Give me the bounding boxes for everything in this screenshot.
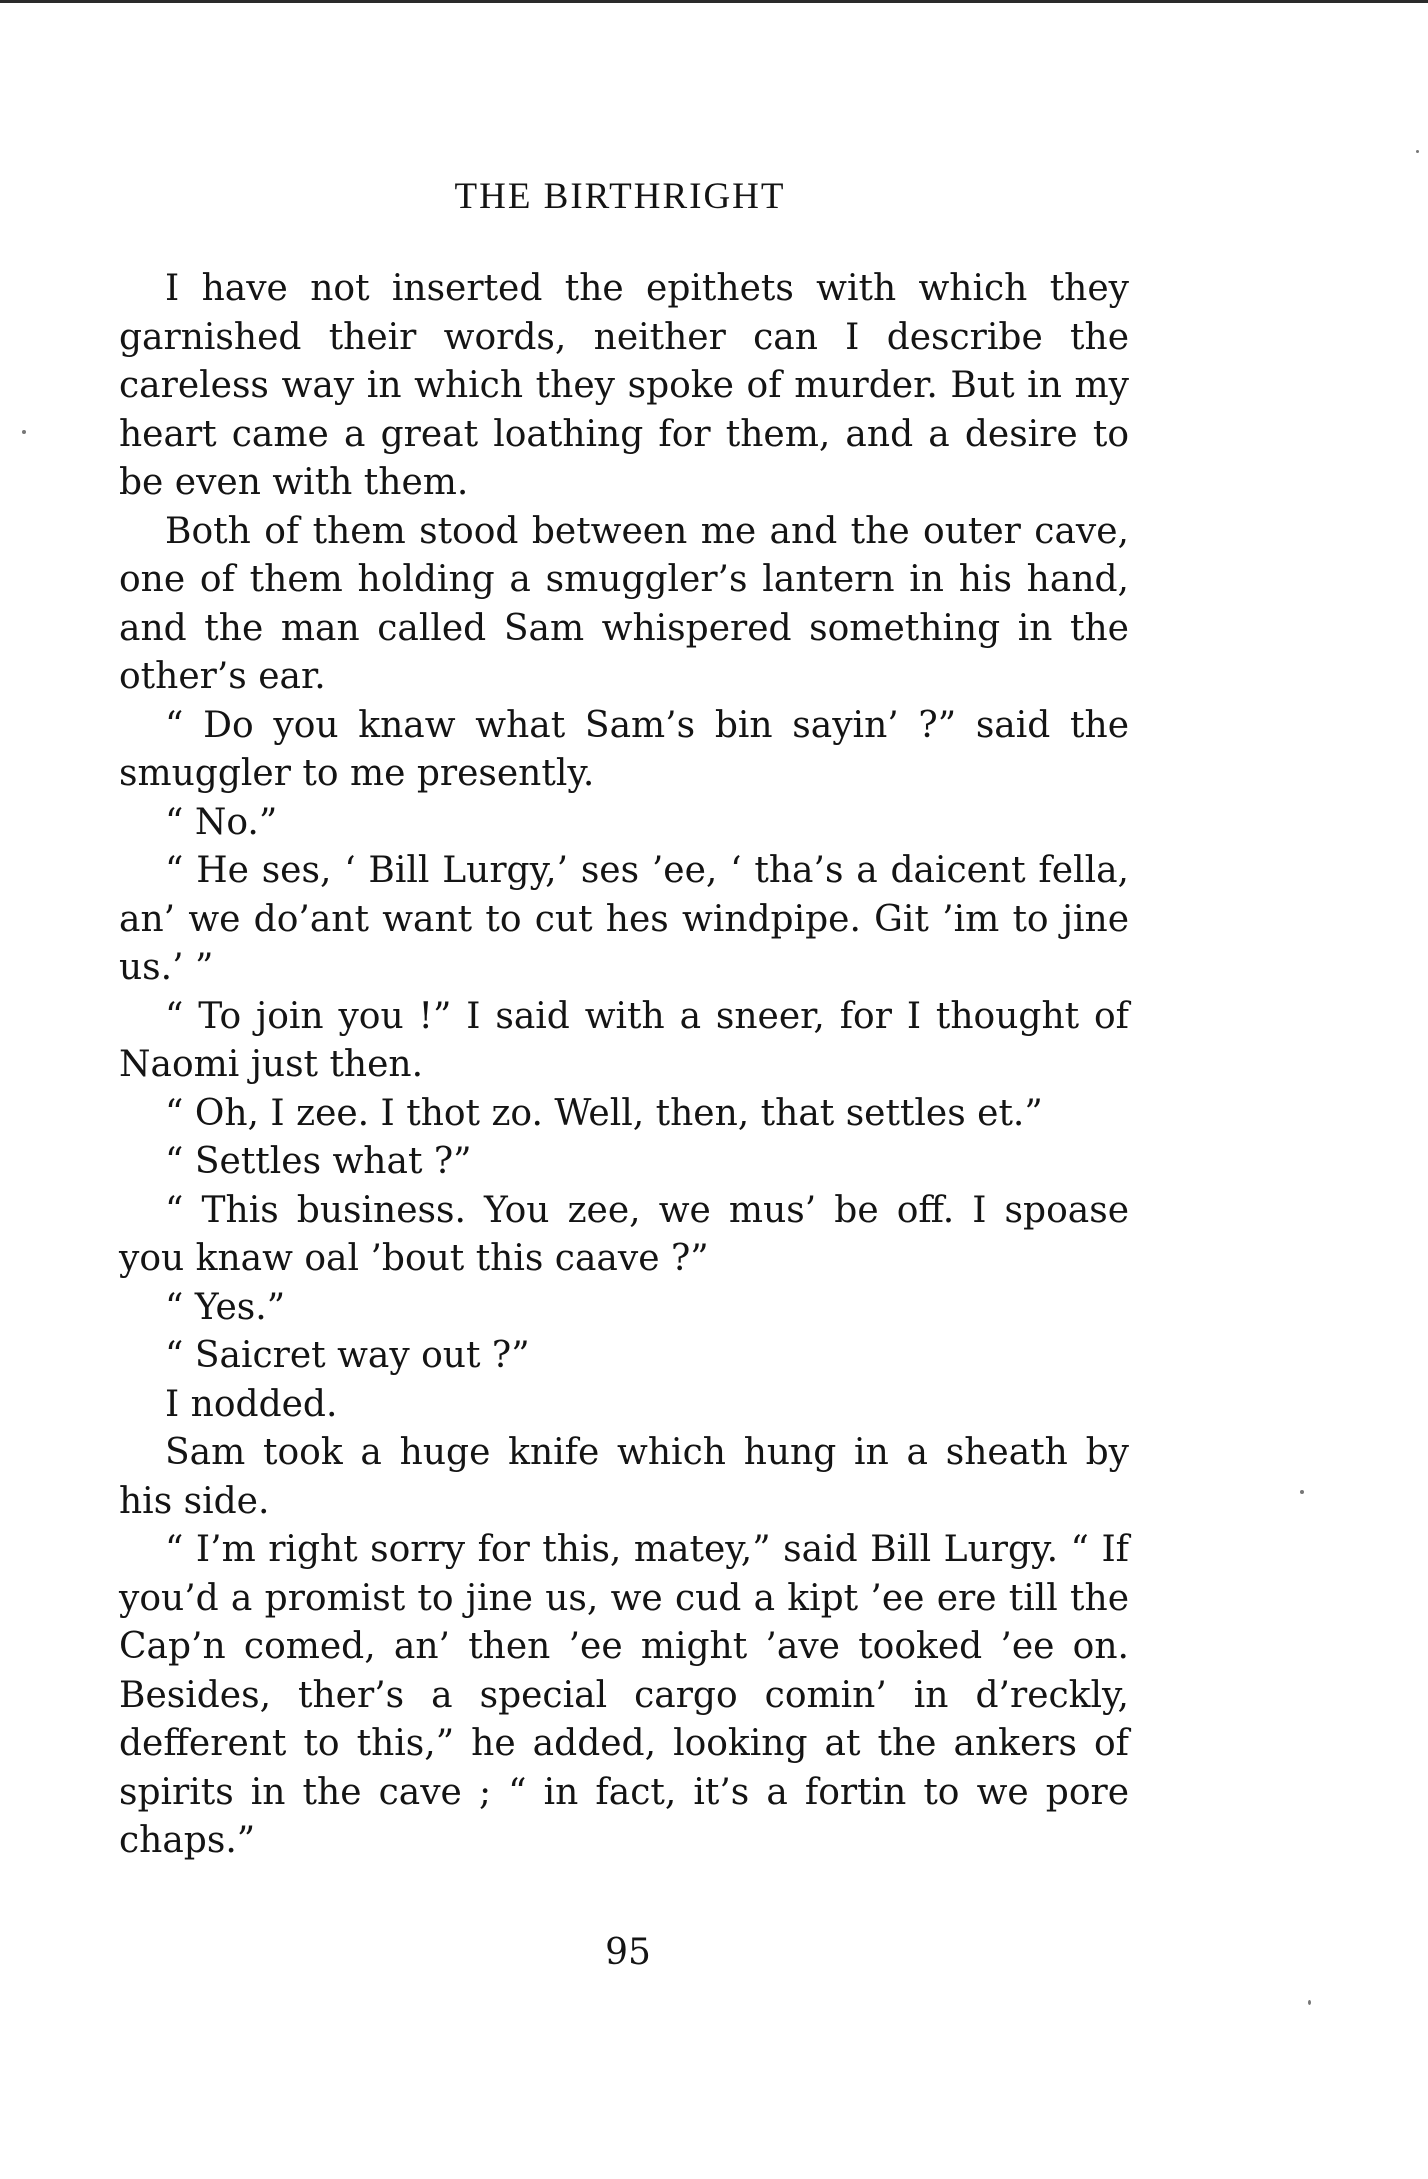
paragraph: I nodded. [165,1383,338,1425]
running-head: THE BIRTHRIGHT [454,176,786,217]
body-text [119,265,1129,1866]
paragraph: “ No.” [165,801,278,843]
paragraph: Both of them stood between me and the outer cave, one of them holding a smuggler’s lantern in his hand, and the man called Sam whispered something in the other’s ear. [119,510,1129,697]
scan-speck [1308,2000,1311,2005]
paragraph: Sam took a huge knife which hung in a sheath by his side. [119,1432,1129,1522]
scan-edge-rule [0,0,1428,3]
page-number: 95 [605,1932,651,1973]
paragraph: “ He ses, ‘ Bill Lurgy,’ ses ’ee, ‘ tha’s a daicent fella, an’ we do’ant want to cut hes windpipe. Git ’im to jine us.’ ” [119,850,1129,988]
paragraph: “ Yes.” [165,1286,286,1328]
paragraph: I have not inserted the epithets with which they garnished their words, neither can I describe the careless way in which they spoke of murder. But in my heart came a great loathing for them, and a desire to be even with them. [119,268,1129,503]
scan-speck [1416,150,1419,153]
paragraph: “ Saicret way out ?” [165,1335,530,1376]
paragraph: “ This business. You zee, we mus’ be off. I spoase you knaw oal ’bout this caave ?” [119,1189,1129,1279]
paragraph: “ Oh, I zee. I thot zo. Well, then, that settles et.” [165,1092,1043,1134]
paragraph: “ Do you knaw what Sam’s bin sayin’ ?” said the smuggler to me presently. [119,704,1129,794]
scan-speck [22,430,26,434]
scan-speck [1300,1490,1304,1494]
paragraph: “ I’m right sorry for this, matey,” said Bill Lurgy. “ If you’d a promist to jine us, we cud a kipt ’ee ere till the Cap’n comed, an’ then ’ee might ’ave tooked ’ee on. Besides, ther’s a special cargo comin’ in d’reckly, defferent to this,” he added, looking at the ankers of spirits in the cave ; “ in fact, it’s a fortin to we pore chaps.” [119,1529,1129,1861]
paragraph: “ Settles what ?” [165,1141,472,1182]
paragraph: “ To join you !” I said with a sneer, for I thought of Naomi just then. [119,995,1129,1085]
